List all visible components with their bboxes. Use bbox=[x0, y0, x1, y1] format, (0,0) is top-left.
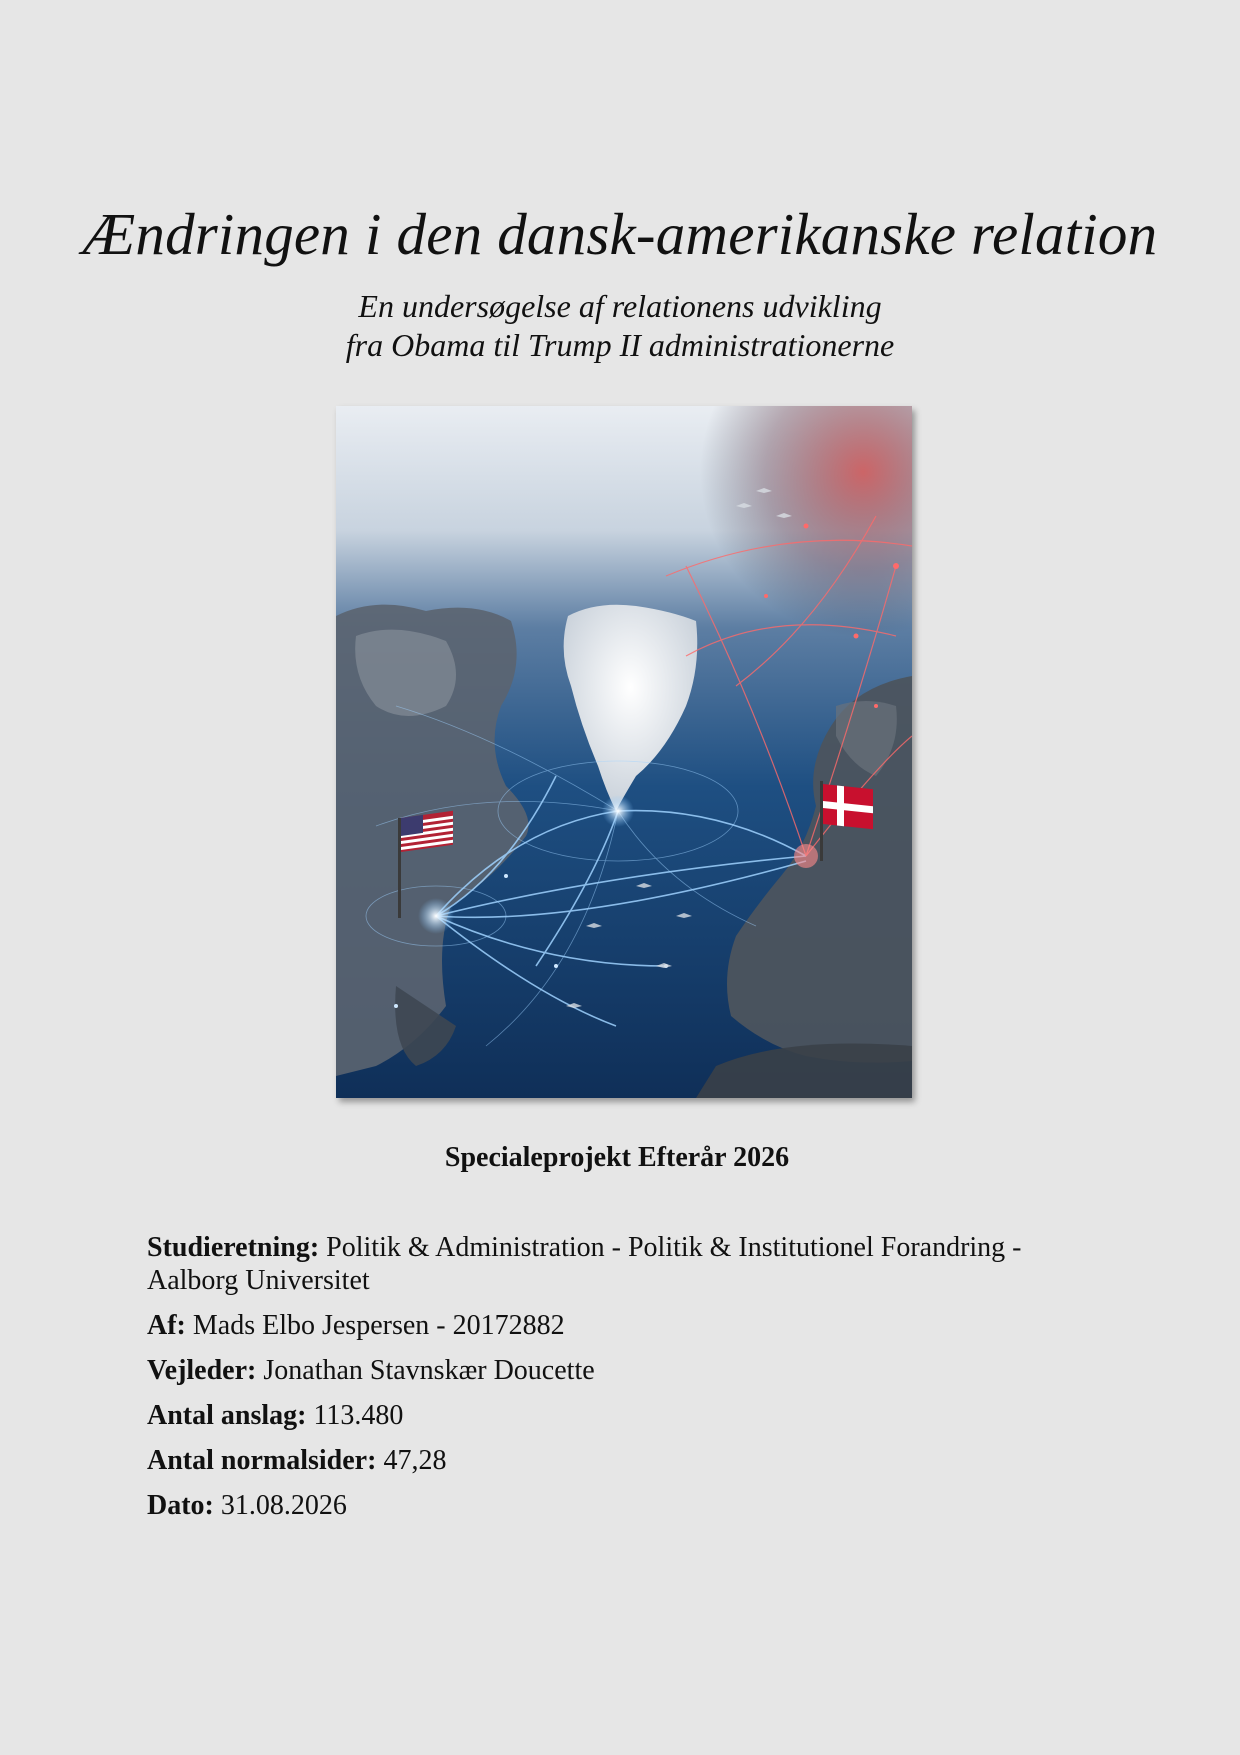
detail-label: Vejleder: bbox=[147, 1355, 257, 1386]
detail-normal-pages bbox=[147, 1444, 1087, 1477]
detail-label: Af: bbox=[147, 1310, 186, 1341]
subtitle-line-2: fra Obama til Trump II administrationerne bbox=[345, 327, 895, 363]
detail-value: 47,28 bbox=[383, 1445, 447, 1476]
detail-value: Politik & Administration - Politik & Institutionel Forandring - Aalborg Universitet bbox=[147, 1232, 1022, 1296]
subtitle-line-1: En undersøgelse af relationens udvikling bbox=[358, 288, 882, 324]
project-label: Specialeprojekt Efterår 2026 bbox=[444, 1142, 790, 1173]
detail-studieretning bbox=[147, 1231, 1087, 1297]
detail-label: Antal normalsider: bbox=[147, 1445, 377, 1476]
detail-value: 31.08.2026 bbox=[220, 1490, 347, 1521]
detail-value: 113.480 bbox=[313, 1400, 404, 1431]
detail-character-count bbox=[147, 1399, 1087, 1432]
document-subtitle bbox=[0, 287, 1240, 365]
detail-supervisor bbox=[147, 1354, 1087, 1387]
detail-date bbox=[147, 1489, 1087, 1522]
detail-value: Mads Elbo Jespersen - 20172882 bbox=[192, 1310, 565, 1341]
detail-label: Studieretning: bbox=[147, 1232, 320, 1263]
cover-illustration bbox=[336, 406, 912, 1098]
detail-label: Dato: bbox=[147, 1490, 214, 1521]
detail-author bbox=[147, 1309, 1087, 1342]
detail-value: Jonathan Stavnskær Doucette bbox=[263, 1355, 595, 1386]
detail-label: Antal anslag: bbox=[147, 1400, 307, 1431]
details-list bbox=[147, 1231, 1087, 1534]
document-title: Ændringen i den dansk-amerikanske relation bbox=[82, 201, 1158, 267]
